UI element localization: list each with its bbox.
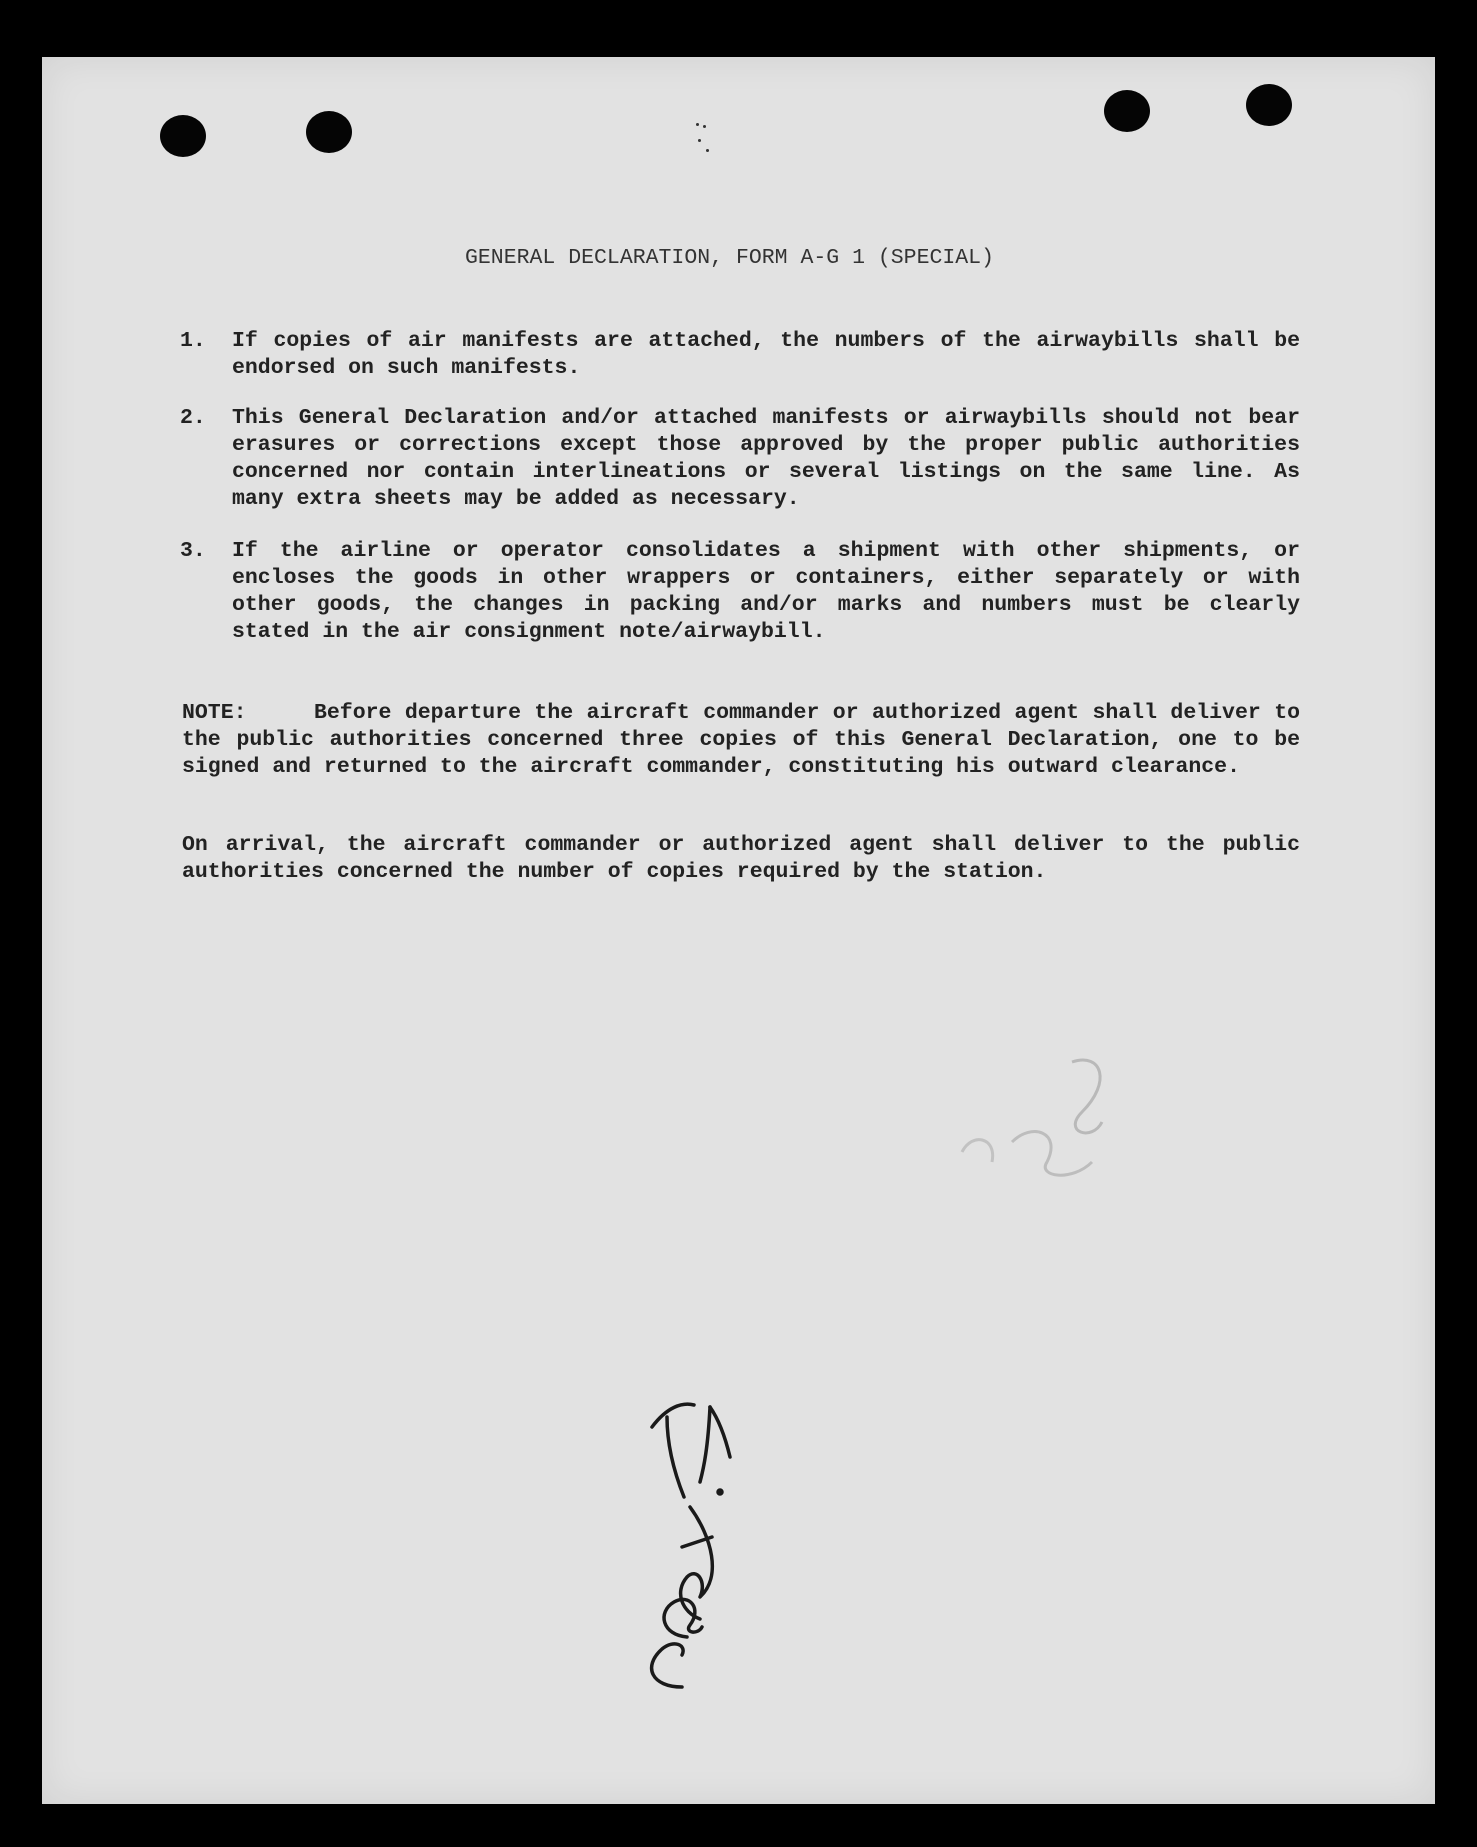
handwritten-annotation — [612, 1387, 752, 1707]
item-3-text: If the airline or operator consolidates a shipment with other shipments, or encloses the goods in other wrappers or containers, either separately or with other goods, the changes in packing and/or marks and numbers must be clearly stated in the air consignment note/airwaybill. — [232, 539, 1300, 644]
arrival-paragraph: On arrival, the aircraft commander or authorized agent shall deliver to the public authorities concerned the number of copies required by the station. — [182, 833, 1300, 884]
note-text: Before departure the aircraft commander or authorized agent shall deliver to the public authorities concerned three copies of this General Declaration, one to be signed and returned to the aircraft commander, constituting his outward clearance. — [182, 701, 1300, 779]
item-2-number: 2. — [180, 406, 206, 430]
punch-hole — [306, 111, 352, 153]
item-3-number: 3. — [180, 539, 206, 563]
punch-hole — [1246, 84, 1292, 126]
note-paragraph — [182, 700, 1300, 781]
note-label: NOTE: — [182, 701, 247, 725]
dust-specks — [694, 119, 714, 159]
paper-sheet — [42, 57, 1435, 1804]
document-title: GENERAL DECLARATION, FORM A-G 1 (SPECIAL) — [465, 246, 994, 270]
item-2-text: This General Declaration and/or attached manifests or airwaybills should not bear erasures or corrections except those approved by the proper public authorities concerned nor contain interlineations or several listings on the same line. As many extra sheets may be added as necessary. — [232, 406, 1300, 511]
item-1-number: 1. — [180, 329, 206, 353]
item-1-text: If copies of air manifests are attached, the numbers of the airwaybills shall be endorsed on such manifests. — [232, 329, 1300, 380]
punch-hole — [1104, 90, 1150, 132]
faint-pencil-mark — [952, 1052, 1172, 1192]
punch-hole — [160, 115, 206, 157]
